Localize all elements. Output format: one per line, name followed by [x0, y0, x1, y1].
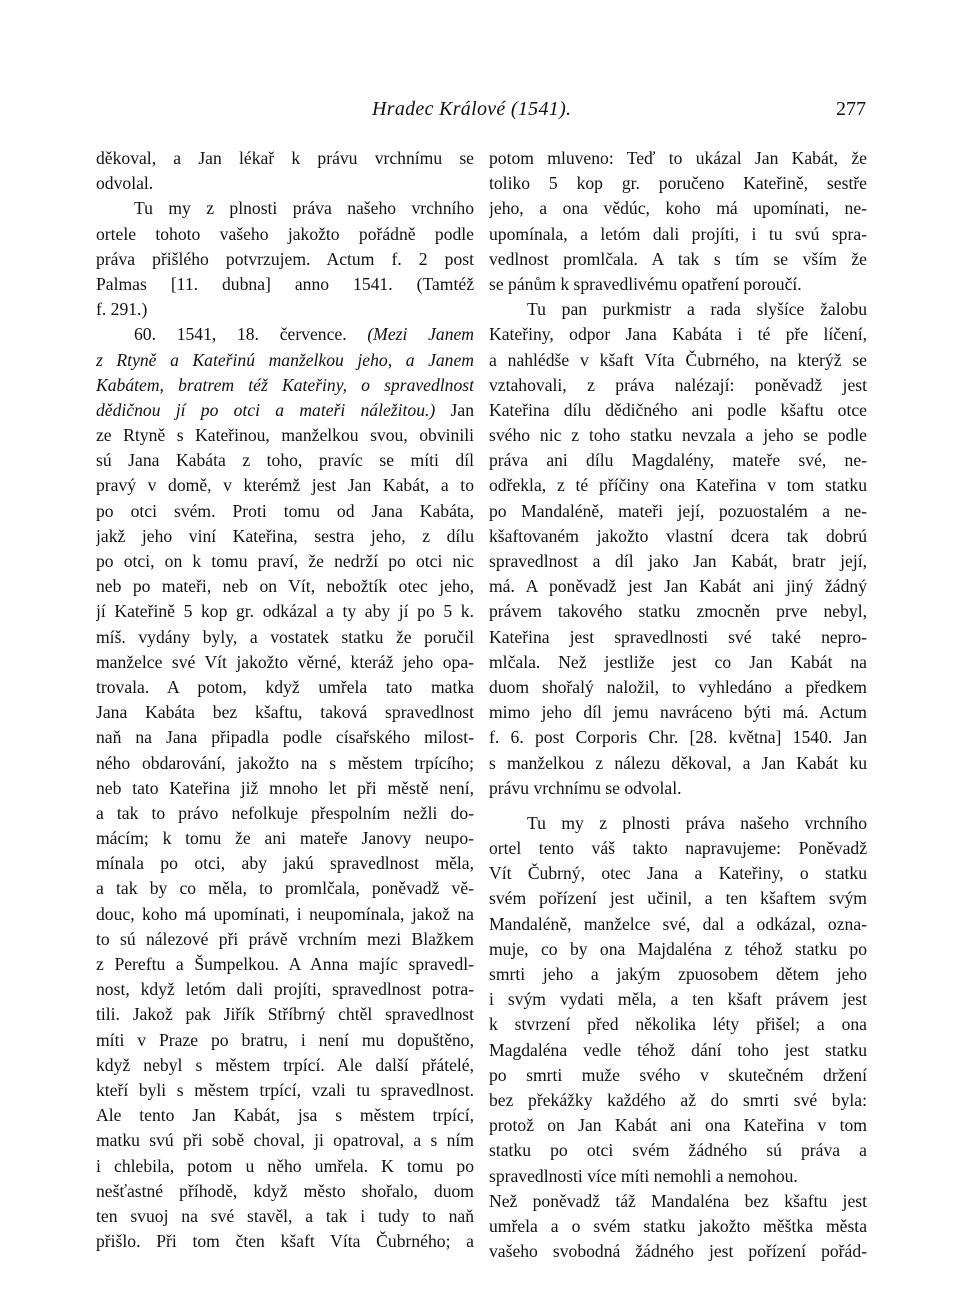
text-line: míš. vydány byly, a vostatek statku že poručil	[96, 626, 474, 647]
text-line: Tu my z plnosti práva našeho vrchního	[527, 812, 867, 833]
text-line: bez překážky každého až do smrti své byla:	[489, 1089, 867, 1110]
text-line: potom mluveno: Teď to ukázal Jan Kabát, že	[489, 148, 867, 168]
text-line: spravedlnost a díl jako Jan Kabát, bratr její,	[489, 551, 867, 571]
text-line: jakž jeho viní Kateřina, sestra jeho, z dílu	[96, 525, 474, 546]
text-line: neb po mateři, neb on Vít, nebožtík otec jeho,	[96, 576, 474, 597]
text-line: Kateřina dílu dědičného ani podle kšaftu otce	[489, 399, 867, 420]
text-line: svém pořízení jest učinil, a ten kšaftem svým	[489, 888, 867, 909]
text-line: i chlebila, potom u něho umřela. K tomu po	[96, 1155, 474, 1176]
text-line: a tak to právo nefolkuje přespolním nežli do-	[96, 802, 474, 823]
text-line: právem takového statku zmocněn prve nebyl,	[489, 601, 867, 622]
text-line: i svým vydati měla, a ten kšaft právem jest	[489, 989, 867, 1010]
text-line: douc, koho má upomínati, i neupomínala, jakož na	[96, 903, 474, 924]
text-line: a nahlédše v kšaft Víta Čubrného, na kterýž se	[489, 349, 867, 370]
text-line: Palmas [11. dubna] anno 1541. (Tamtéž	[96, 273, 474, 294]
running-title: Hradec Králové (1541).	[372, 98, 572, 120]
text-line: Tu my z plnosti práva našeho vrchního	[134, 198, 474, 219]
text-line: ortele tohoto vašeho jakožto pořádně podle	[96, 223, 474, 244]
text-line: Mandaléně, manželce své, dal a odkázal, ozna-	[489, 913, 867, 934]
text-line: manželce své Vít jakožto věrné, kteráž jeho opa-	[96, 651, 474, 672]
text-line: mácím; k tomu že ani mateře Janovy neupo-	[96, 828, 474, 849]
text-line: odvolal.	[96, 173, 154, 194]
text-line: ze Rtyně s Kateřinou, manželkou svou, obvinili	[96, 425, 474, 446]
text-line: právu vrchnímu se odvolal.	[489, 777, 682, 798]
text-line: se pánům k spravedlivému opatření poroučí.	[489, 273, 802, 294]
text-line: práva přišlého potvrzujem. Actum f. 2 post	[96, 248, 474, 269]
text-line: práva ani dílu Magdalény, mateře své, ne-	[489, 450, 867, 471]
text-line: přišlo. Při tom čten kšaft Víta Čubrného; a	[96, 1231, 474, 1252]
text-line: jeho, a ona vědúc, koho má upomínati, ne-	[489, 198, 867, 219]
left-text-column	[96, 146, 474, 1254]
text-line: kteří byli s městem trpící, vzali tu spravedlnost.	[96, 1079, 474, 1100]
text-line: muje, co by ona Majdaléna z téhož statku po	[489, 938, 867, 959]
text-line: kšaftovaném jakožto vlastní dcera tak dobrú	[489, 525, 867, 546]
text-line: upomínala, a letóm dali projíti, i tu svú spra-	[489, 223, 867, 244]
text-line: po Mandaléně, mateři její, pozuostalém a ne-	[489, 500, 867, 521]
text-line: Tu pan purkmistr a rada slyšíce žalobu	[527, 299, 867, 320]
text-line: Ale tento Jan Kabát, jsa s městem trpící,	[96, 1105, 474, 1126]
text-line: po otci svém. Proti tomu od Jana Kabáta,	[96, 500, 474, 521]
text-line: a tak by co měla, to promlčala, poněvadž vě-	[96, 878, 474, 899]
text-line: Kateřina jest spravedlnosti své také nepro-	[489, 626, 867, 647]
text-line: Jana Kabáta bez kšaftu, taková spravedlnost	[96, 702, 474, 723]
text-line: když nebyl s městem trpící. Ale další přátelé,	[96, 1054, 474, 1075]
text-line: pravý v domě, v kterémž jest Jan Kabát, a to	[96, 475, 474, 496]
page-number: 277	[836, 98, 866, 120]
text-line: po otci, on k tomu praví, že nedrží po otci nic	[96, 551, 474, 571]
text-line: f. 291.)	[96, 299, 148, 320]
text-line: po smrti muže svého v skutečném držení	[489, 1064, 867, 1085]
text-line: naň na Jana připadla podle císařského milost-	[96, 727, 474, 748]
text-line: Magdaléna vedle téhož dání toho jest statku	[489, 1039, 867, 1060]
right-text-column	[489, 146, 867, 1264]
text-line: s manželkou z nálezu děkoval, a Jan Kabát ku	[489, 752, 867, 773]
text-line: Než poněvadž táž Mandaléna bez kšaftu jest	[489, 1190, 867, 1211]
text-line: matku svú při sobě choval, ji opatroval, a s ním	[96, 1130, 474, 1151]
text-line: protož on Jan Kabát ani ona Kateřina v tom	[489, 1115, 867, 1136]
text-line: z Pereftu a Šumpelkou. A Anna majíc spravedl-	[96, 954, 474, 974]
text-line: vašeho svobodná žádného jest pořízení pořád-	[489, 1241, 867, 1262]
text-line: jí Kateřině 5 kop gr. odkázal a ty aby jí po 5 k.	[96, 601, 474, 622]
text-line: 60. 1541, 18. července. (Mezi Janem	[134, 324, 474, 345]
page-header	[96, 98, 866, 128]
text-line: mlčala. Než jestliže jest co Jan Kabát na	[489, 651, 867, 672]
text-line: toliko 5 kop gr. poručeno Kateřině, sestře	[489, 173, 867, 194]
text-line: děkoval, a Jan lékař k právu vrchnímu se	[96, 148, 474, 168]
text-line: vztahovali, z práva nalézají: poněvadž jest	[489, 374, 867, 395]
text-line: neb tato Kateřina již mnoho let při městě není,	[96, 777, 474, 798]
text-line: nost, když letóm dali projíti, spravedlnost potra-	[96, 979, 474, 1000]
text-line: z Rtyně a Kateřinú manželkou jeho, a Janem	[96, 349, 474, 370]
text-line: ného obdarování, jakožto na s městem trpícího;	[96, 752, 474, 773]
text-line: k stvrzení před několika léty přišel; a ona	[489, 1014, 867, 1035]
text-line: tili. Jakož pak Jiřík Stříbrný chtěl spravedlnost	[96, 1004, 474, 1025]
text-line: to sú nálezové při právě vrchním mezi Blažkem	[96, 928, 474, 949]
text-line: f. 6. post Corporis Chr. [28. května] 1540. Jan	[489, 727, 867, 748]
text-line: sú Jana Kabáta z toho, pravíc se míti díl	[96, 450, 474, 471]
text-line: Kateřiny, odpor Jana Kabáta i té pře líčení,	[489, 324, 867, 345]
text-line: mínala po otci, aby jakú spravedlnost měla,	[96, 853, 474, 874]
text-line: odřekla, z té příčiny ona Kateřina v tom statku	[489, 475, 867, 496]
text-line: dědičnou jí po otci a mateři náležitou.) Jan	[96, 399, 474, 420]
text-line: smrti jeho a jakým zpuosobem dětem jeho	[489, 964, 867, 984]
text-line: ortel tento váš takto napravujeme: Poněvadž	[489, 838, 867, 859]
text-line: trovala. A potom, když umřela tato matka	[96, 676, 474, 697]
text-line: vedlnost promlčala. A tak s tím se vším že	[489, 248, 867, 269]
text-line: duom shořalý naložil, to vyhledáno a předkem	[489, 676, 867, 697]
text-line: svého nic z toho statku nevzala a jeho se podle	[489, 425, 867, 446]
text-line: Kabátem, bratrem též Kateřiny, o spravedlnost	[96, 374, 474, 395]
text-line: Vít Čubrný, otec Jana a Kateřiny, o statku	[489, 863, 867, 884]
text-line: umřela a o svém statku jakožto měštka města	[489, 1215, 867, 1236]
text-line: ten svuoj na své stavěl, a tak i tudy to naň	[96, 1205, 474, 1226]
text-line: míti v Praze po bratru, i není mu dopuštěno,	[96, 1029, 474, 1050]
text-line: statku po otci svém žádného sú práva a	[489, 1140, 867, 1161]
text-line: má. A poněvadž jest Jan Kabát ani jiný žádný	[489, 576, 867, 597]
text-line: nešťastné příhodě, když město shořalo, duom	[96, 1180, 474, 1201]
text-line: mimo jeho díl jemu navráceno býti má. Actum	[489, 702, 867, 723]
text-line: spravedlnosti více míti nemohli a nemohou.	[489, 1165, 798, 1186]
